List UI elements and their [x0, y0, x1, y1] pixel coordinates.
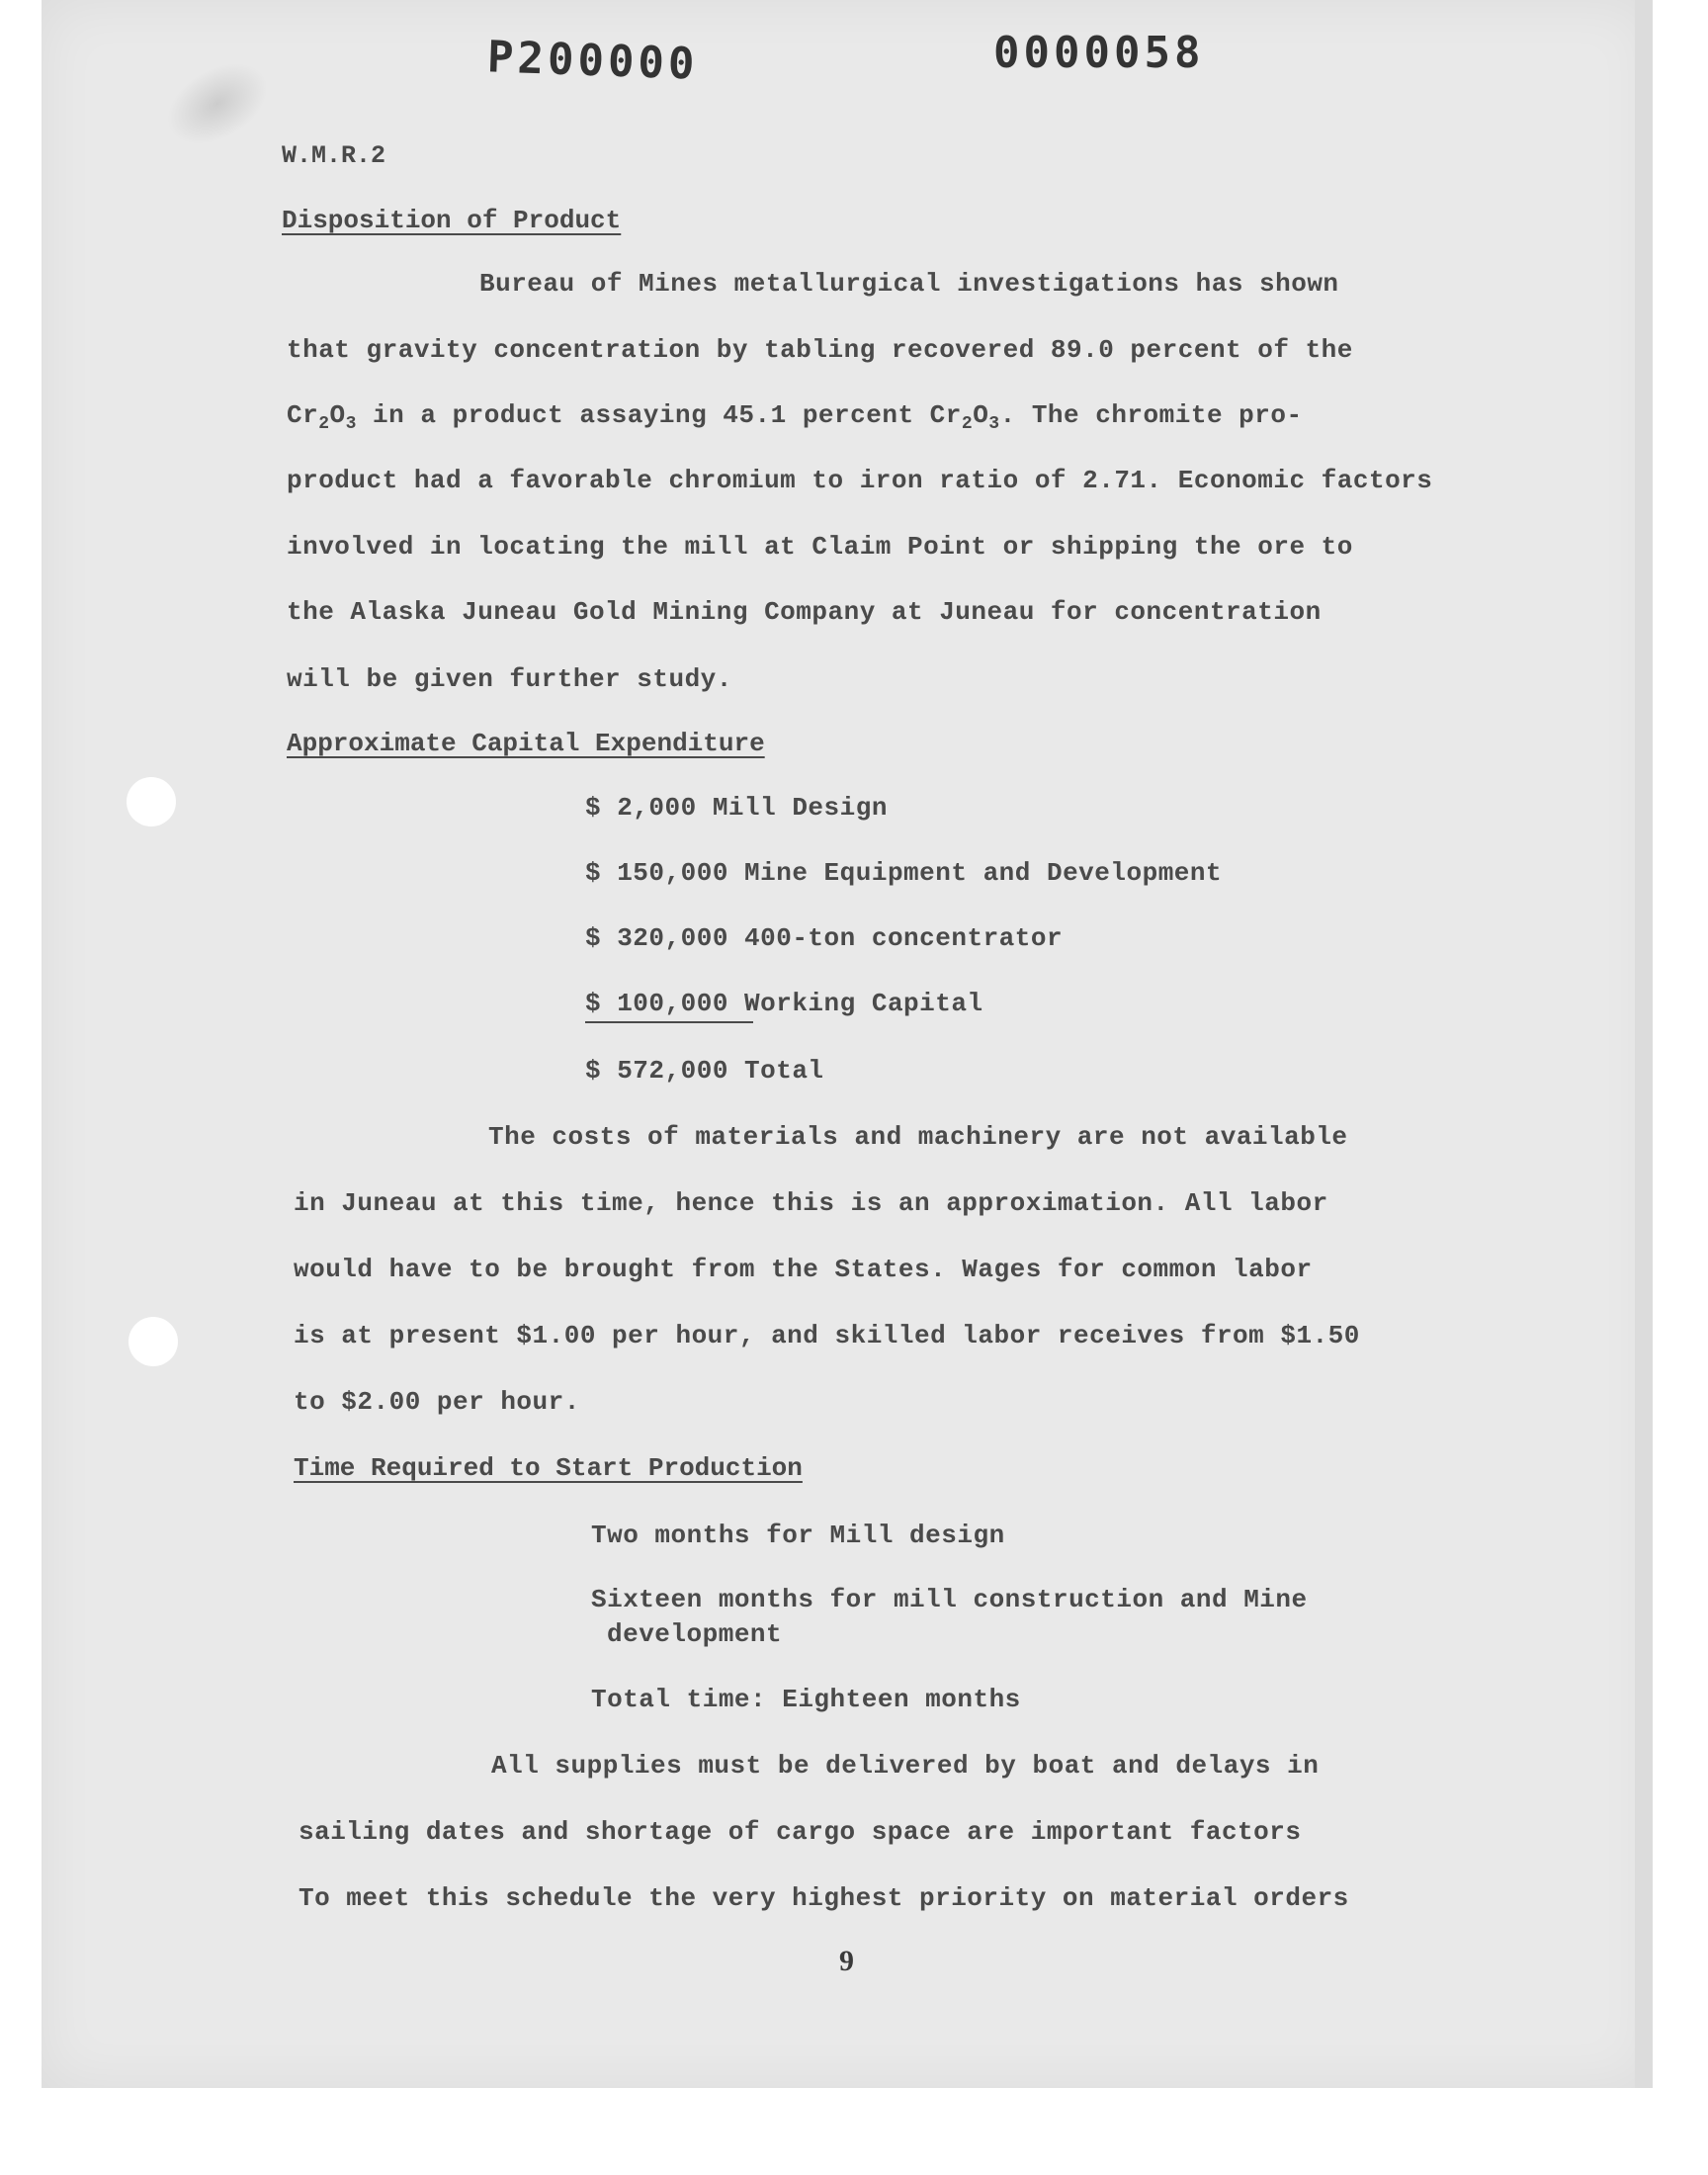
- costs-line-5: to $2.00 per hour.: [294, 1387, 580, 1417]
- disposition-line-5: involved in locating the mill at Claim Point or shipping the ore to: [287, 532, 1353, 562]
- capital-item-concentrator: $ 320,000 400-ton concentrator: [585, 923, 1064, 953]
- time-item-construction: Sixteen months for mill construction and Mine: [591, 1585, 1308, 1614]
- supplies-line-2: sailing dates and shortage of cargo space are important factors: [299, 1817, 1302, 1847]
- heading-capital-expenditure: Approximate Capital Expenditure: [287, 729, 765, 758]
- time-item-construction-cont: development: [607, 1619, 783, 1649]
- capital-item-working-capital: $ 100,000 Working Capital: [585, 989, 983, 1018]
- heading-time-required: Time Required to Start Production: [294, 1453, 803, 1483]
- heading-disposition: Disposition of Product: [282, 206, 622, 235]
- disposition-line-3: $Cr_2O_3$ in a product assaying 45.1 percent $Cr_2O_3$. The chromite pro-: [287, 400, 1303, 435]
- disposition-line-6: the Alaska Juneau Gold Mining Company at Juneau for concentration: [287, 597, 1322, 627]
- disposition-line-1: Bureau of Mines metallurgical investigations has shown: [479, 269, 1339, 299]
- stamp-number-left: P200000: [486, 32, 700, 90]
- punch-hole-bottom: [128, 1317, 178, 1366]
- costs-line-2: in Juneau at this time, hence this is an approximation. All labor: [294, 1188, 1328, 1218]
- supplies-line-3: To meet this schedule the very highest priority on material orders: [299, 1883, 1349, 1913]
- document-header-code: W.M.R.2: [282, 141, 386, 170]
- costs-line-4: is at present $1.00 per hour, and skilled labor receives from $1.50: [294, 1321, 1360, 1350]
- disposition-line-4: product had a favorable chromium to iron ratio of 2.71. Economic factors: [287, 466, 1433, 495]
- costs-line-1: The costs of materials and machinery are not available: [488, 1122, 1348, 1152]
- page-number: 9: [839, 1945, 854, 1977]
- time-item-total: Total time: Eighteen months: [591, 1685, 1021, 1714]
- page-edge: [1635, 0, 1653, 2088]
- costs-line-3: would have to be brought from the States. Wages for common labor: [294, 1255, 1313, 1284]
- stamp-number-right: 0000058: [993, 28, 1205, 78]
- time-item-mill-design: Two months for Mill design: [591, 1521, 1005, 1550]
- subtotal-rule: [585, 1021, 753, 1023]
- supplies-line-1: All supplies must be delivered by boat and delays in: [491, 1751, 1320, 1781]
- capital-item-mine-equipment: $ 150,000 Mine Equipment and Development: [585, 858, 1223, 888]
- punch-hole-top: [127, 777, 176, 826]
- capital-item-total: $ 572,000 Total: [585, 1056, 824, 1086]
- disposition-line-2: that gravity concentration by tabling recovered 89.0 percent of the: [287, 335, 1353, 365]
- capital-item-mill-design: $ 2,000 Mill Design: [585, 793, 888, 823]
- disposition-line-7: will be given further study.: [287, 664, 732, 694]
